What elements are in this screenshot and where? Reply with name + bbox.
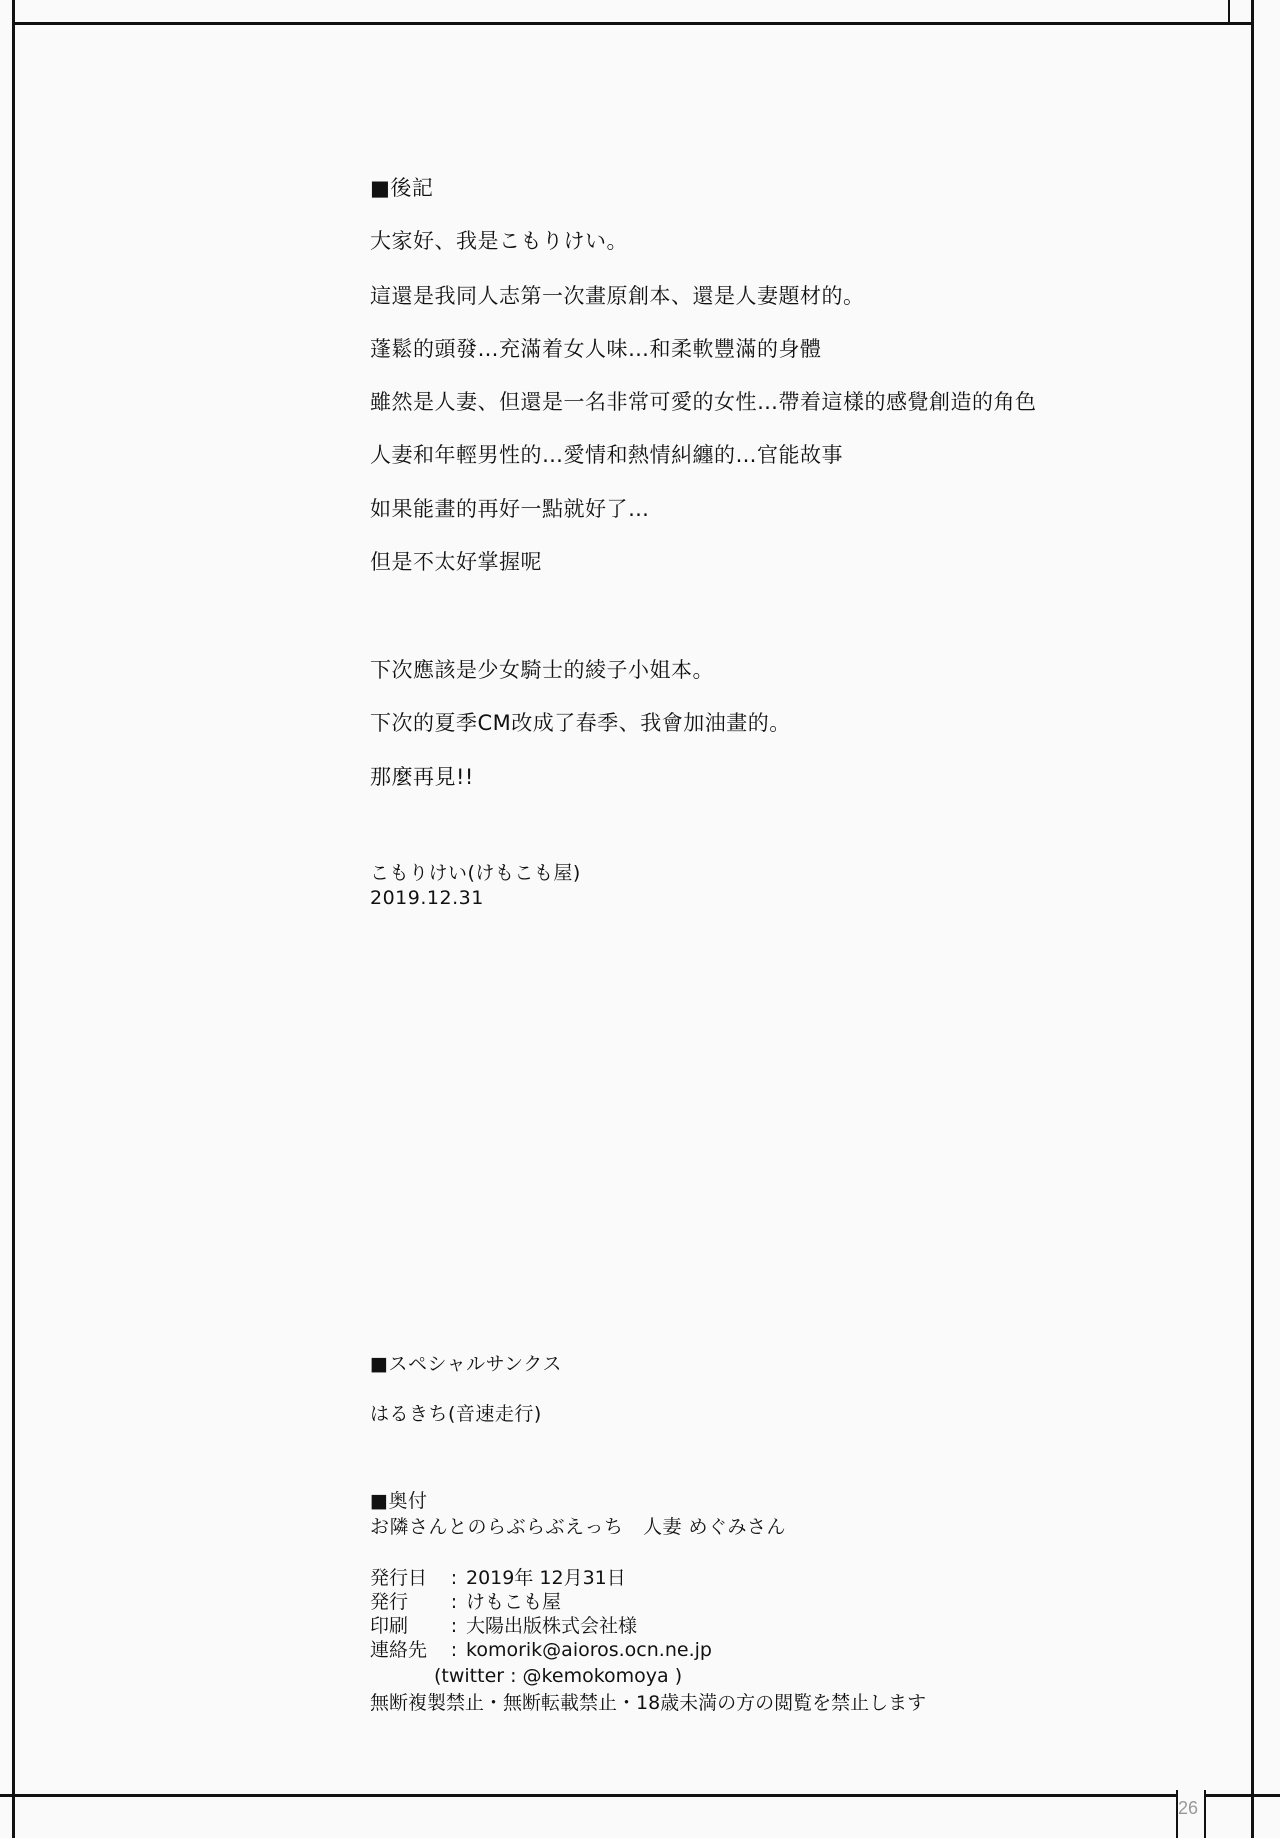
colophon-label: 発行日 [370,1567,428,1589]
colophon-row-printer [370,1615,637,1637]
colophon-value: 大陽出版株式会社様 [466,1615,638,1637]
colophon-value: 2019年 12月31日 [466,1567,626,1589]
colophon-value: けもこも屋 [466,1591,562,1613]
frame-top-border [12,22,1254,25]
afterword-line: 那麼再見!! [370,765,474,789]
afterword-line: 下次應該是少女騎士的綾子小姐本。 [370,658,714,682]
colophon-row-issue-date [370,1567,626,1589]
afterword-line: 人妻和年輕男性的…愛情和熱情糾纏的…官能故事 [370,443,843,467]
afterword-line: 這還是我同人志第一次畫原創本、還是人妻題材的。 [370,284,865,308]
frame-left-border [12,0,15,1838]
colophon-label: 連絡先 [370,1639,428,1661]
afterword-line: 蓬鬆的頭發…充滿着女人味…和柔軟豐滿的身體 [370,337,822,361]
signature-date: 2019.12.31 [370,887,484,909]
thanks-heading: ■スペシャルサンクス [370,1353,563,1375]
colophon-title: お隣さんとのらぶらぶえっち 人妻 めぐみさん [370,1516,787,1538]
afterword-heading: ■後記 [370,176,434,200]
afterword-line: 大家好、我是こもりけい。 [370,229,628,253]
colophon-separator: : [450,1615,458,1637]
colophon-notice: 無断複製禁止・無断転載禁止・18歳未満の方の閲覧を禁止します [370,1692,927,1714]
afterword-line: 如果能畫的再好一點就好了… [370,497,650,521]
colophon-separator: : [450,1591,458,1613]
colophon-twitter: (twitter : @kemokomoya ) [434,1665,683,1687]
contact-email: komorik@aioros.ocn.ne.jp [466,1639,712,1661]
colophon-separator: : [450,1567,458,1589]
colophon-row-publisher [370,1591,561,1613]
colophon-row-contact [370,1639,712,1661]
afterword-line: 下次的夏季CM改成了春季、我會加油畫的。 [370,711,791,735]
afterword-line: 但是不太好掌握呢 [370,550,542,574]
frame-bottom-border [0,1794,1280,1797]
frame-right-border [1251,0,1254,1838]
colophon-label: 発行 [370,1591,409,1613]
thanks-name: はるきち(音速走行) [370,1403,542,1425]
colophon-separator: : [450,1639,458,1661]
signature: こもりけい(けもこも屋) [370,862,581,884]
page-number: 26 [1178,1798,1199,1818]
frame-corner-mark [1228,0,1230,22]
colophon-heading: ■奥付 [370,1490,428,1512]
afterword-line: 雖然是人妻、但還是一名非常可愛的女性…帶着這樣的感覺創造的角色 [370,390,1037,414]
colophon-label: 印刷 [370,1615,409,1637]
